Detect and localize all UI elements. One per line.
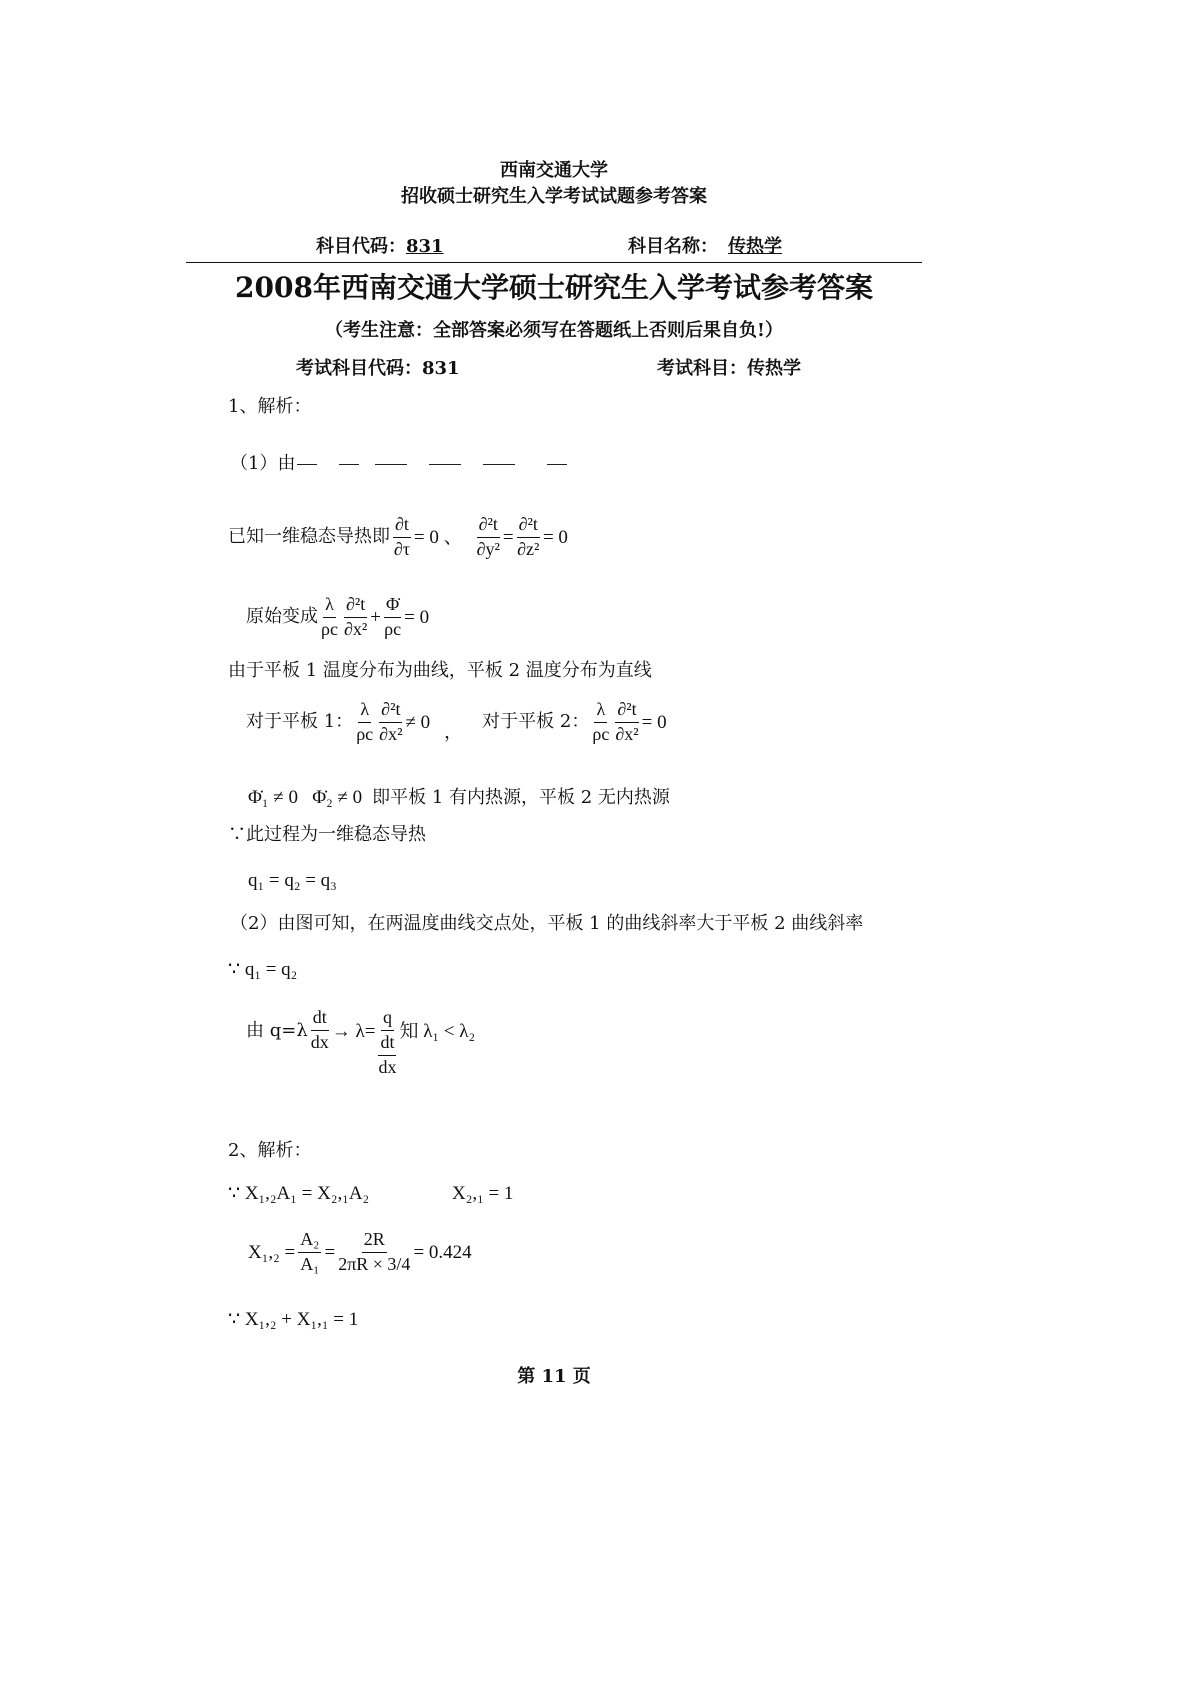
den: dx	[378, 1056, 397, 1077]
page-number: 第 11 页	[517, 1366, 591, 1387]
text: 原始变成	[246, 606, 318, 628]
num: Φ̇	[384, 595, 401, 618]
subject-name	[628, 238, 792, 256]
text: = 0.424	[413, 1241, 472, 1263]
q1-part2: （2）由图可知，在两温度曲线交点处，平板 1 的曲线斜率大于平板 2 曲线斜率	[230, 913, 864, 934]
den: dx	[310, 1031, 329, 1052]
num: ∂t	[393, 515, 411, 538]
num: 2R	[362, 1230, 387, 1253]
num: q	[381, 1008, 394, 1031]
eq-x12	[248, 1230, 472, 1275]
plate-description: 由于平板 1 温度分布为曲线，平板 2 温度分布为直线	[228, 660, 652, 681]
den: ρc	[384, 618, 402, 639]
code-label: 科目代码：	[316, 236, 406, 257]
exam-subject: 考试科目：传热学	[657, 358, 801, 379]
text: = 0	[404, 606, 430, 628]
eq-steady-state	[228, 515, 568, 560]
doc-subtitle: 招收硕士研究生入学考试试题参考答案	[401, 186, 707, 207]
num: ∂²t	[344, 595, 367, 618]
since-q: ∵ q₁ = q₂	[228, 959, 298, 980]
header-rule	[186, 262, 922, 263]
q2-heading: 2、解析：	[228, 1140, 312, 1161]
eq-original	[246, 595, 429, 640]
text: 由 q=λ	[246, 1020, 308, 1041]
text: 对于平板 1：	[246, 711, 354, 733]
text: 知 λ₁ < λ₂	[399, 1021, 476, 1042]
name-value: 传热学	[728, 236, 782, 257]
text: = 0	[542, 526, 568, 548]
text: 已知一维稳态导热即	[228, 526, 390, 548]
university-name: 西南交通大学	[500, 160, 608, 181]
den: 2πR × 3/4	[338, 1253, 411, 1274]
text: Φ̇₁ ≠ 0 Φ̇₂ ≠ 0	[248, 787, 363, 808]
den: ∂x²	[379, 723, 403, 744]
num: λ	[323, 595, 336, 618]
text: X₁,₂ =	[248, 1241, 296, 1263]
num: λ	[358, 700, 371, 723]
eq-lambda	[246, 1008, 475, 1077]
q2-reciprocity: ∵ X₁,₂A₁ = X₂,₁A₂	[228, 1183, 370, 1204]
part1-label: （1）由	[230, 453, 296, 474]
text: = 0 、	[413, 526, 463, 548]
text: =	[502, 526, 514, 548]
den: A₁	[300, 1253, 320, 1274]
text: ，	[444, 722, 463, 744]
name-label: 科目名称：	[628, 236, 718, 257]
den: ρc	[592, 723, 610, 744]
den: ρc	[356, 723, 374, 744]
q1-heading: 1、解析：	[228, 396, 312, 417]
num: A₂	[298, 1230, 321, 1253]
q-equality: q₁ = q₂ = q₃	[248, 870, 337, 891]
den: ∂τ	[393, 538, 411, 559]
den: ∂x²	[343, 618, 368, 639]
exam-code: 考试科目代码：831	[296, 358, 460, 379]
text: +	[370, 606, 381, 628]
num: λ	[594, 700, 607, 723]
subject-code	[316, 238, 444, 256]
den: ρc	[321, 618, 338, 639]
q2-sum: ∵ X₁,₂ + X₁,₁ = 1	[228, 1309, 359, 1330]
den: ∂y²	[476, 538, 500, 559]
text: ≠ 0	[405, 711, 431, 733]
num: dt	[311, 1008, 329, 1031]
num: ∂²t	[379, 700, 402, 723]
den: ∂z²	[517, 538, 540, 559]
num: ∂²t	[517, 515, 540, 538]
q1-part1	[230, 455, 575, 473]
q2-x21: X₂,₁ = 1	[452, 1183, 514, 1204]
eq-plates	[246, 700, 667, 745]
heat-source-line	[248, 788, 670, 807]
notice: （考生注意：全部答案必须写在答题纸上否则后果自负!）	[325, 320, 783, 341]
text: =	[324, 1241, 336, 1263]
text: → λ=	[331, 1021, 376, 1042]
num: ∂²t	[477, 515, 500, 538]
code-value: 831	[406, 236, 444, 257]
text: 对于平板 2：	[482, 711, 590, 733]
text: 即平板 1 有内热源，平板 2 无内热源	[372, 786, 670, 808]
page-title: 2008年西南交通大学硕士研究生入学考试参考答案	[235, 271, 873, 304]
since-steady: ∵此过程为一维稳态导热	[228, 824, 426, 845]
num: dt	[378, 1033, 396, 1056]
text: = 0	[641, 711, 667, 733]
num: ∂²t	[615, 700, 638, 723]
den: ∂x²	[615, 723, 639, 744]
